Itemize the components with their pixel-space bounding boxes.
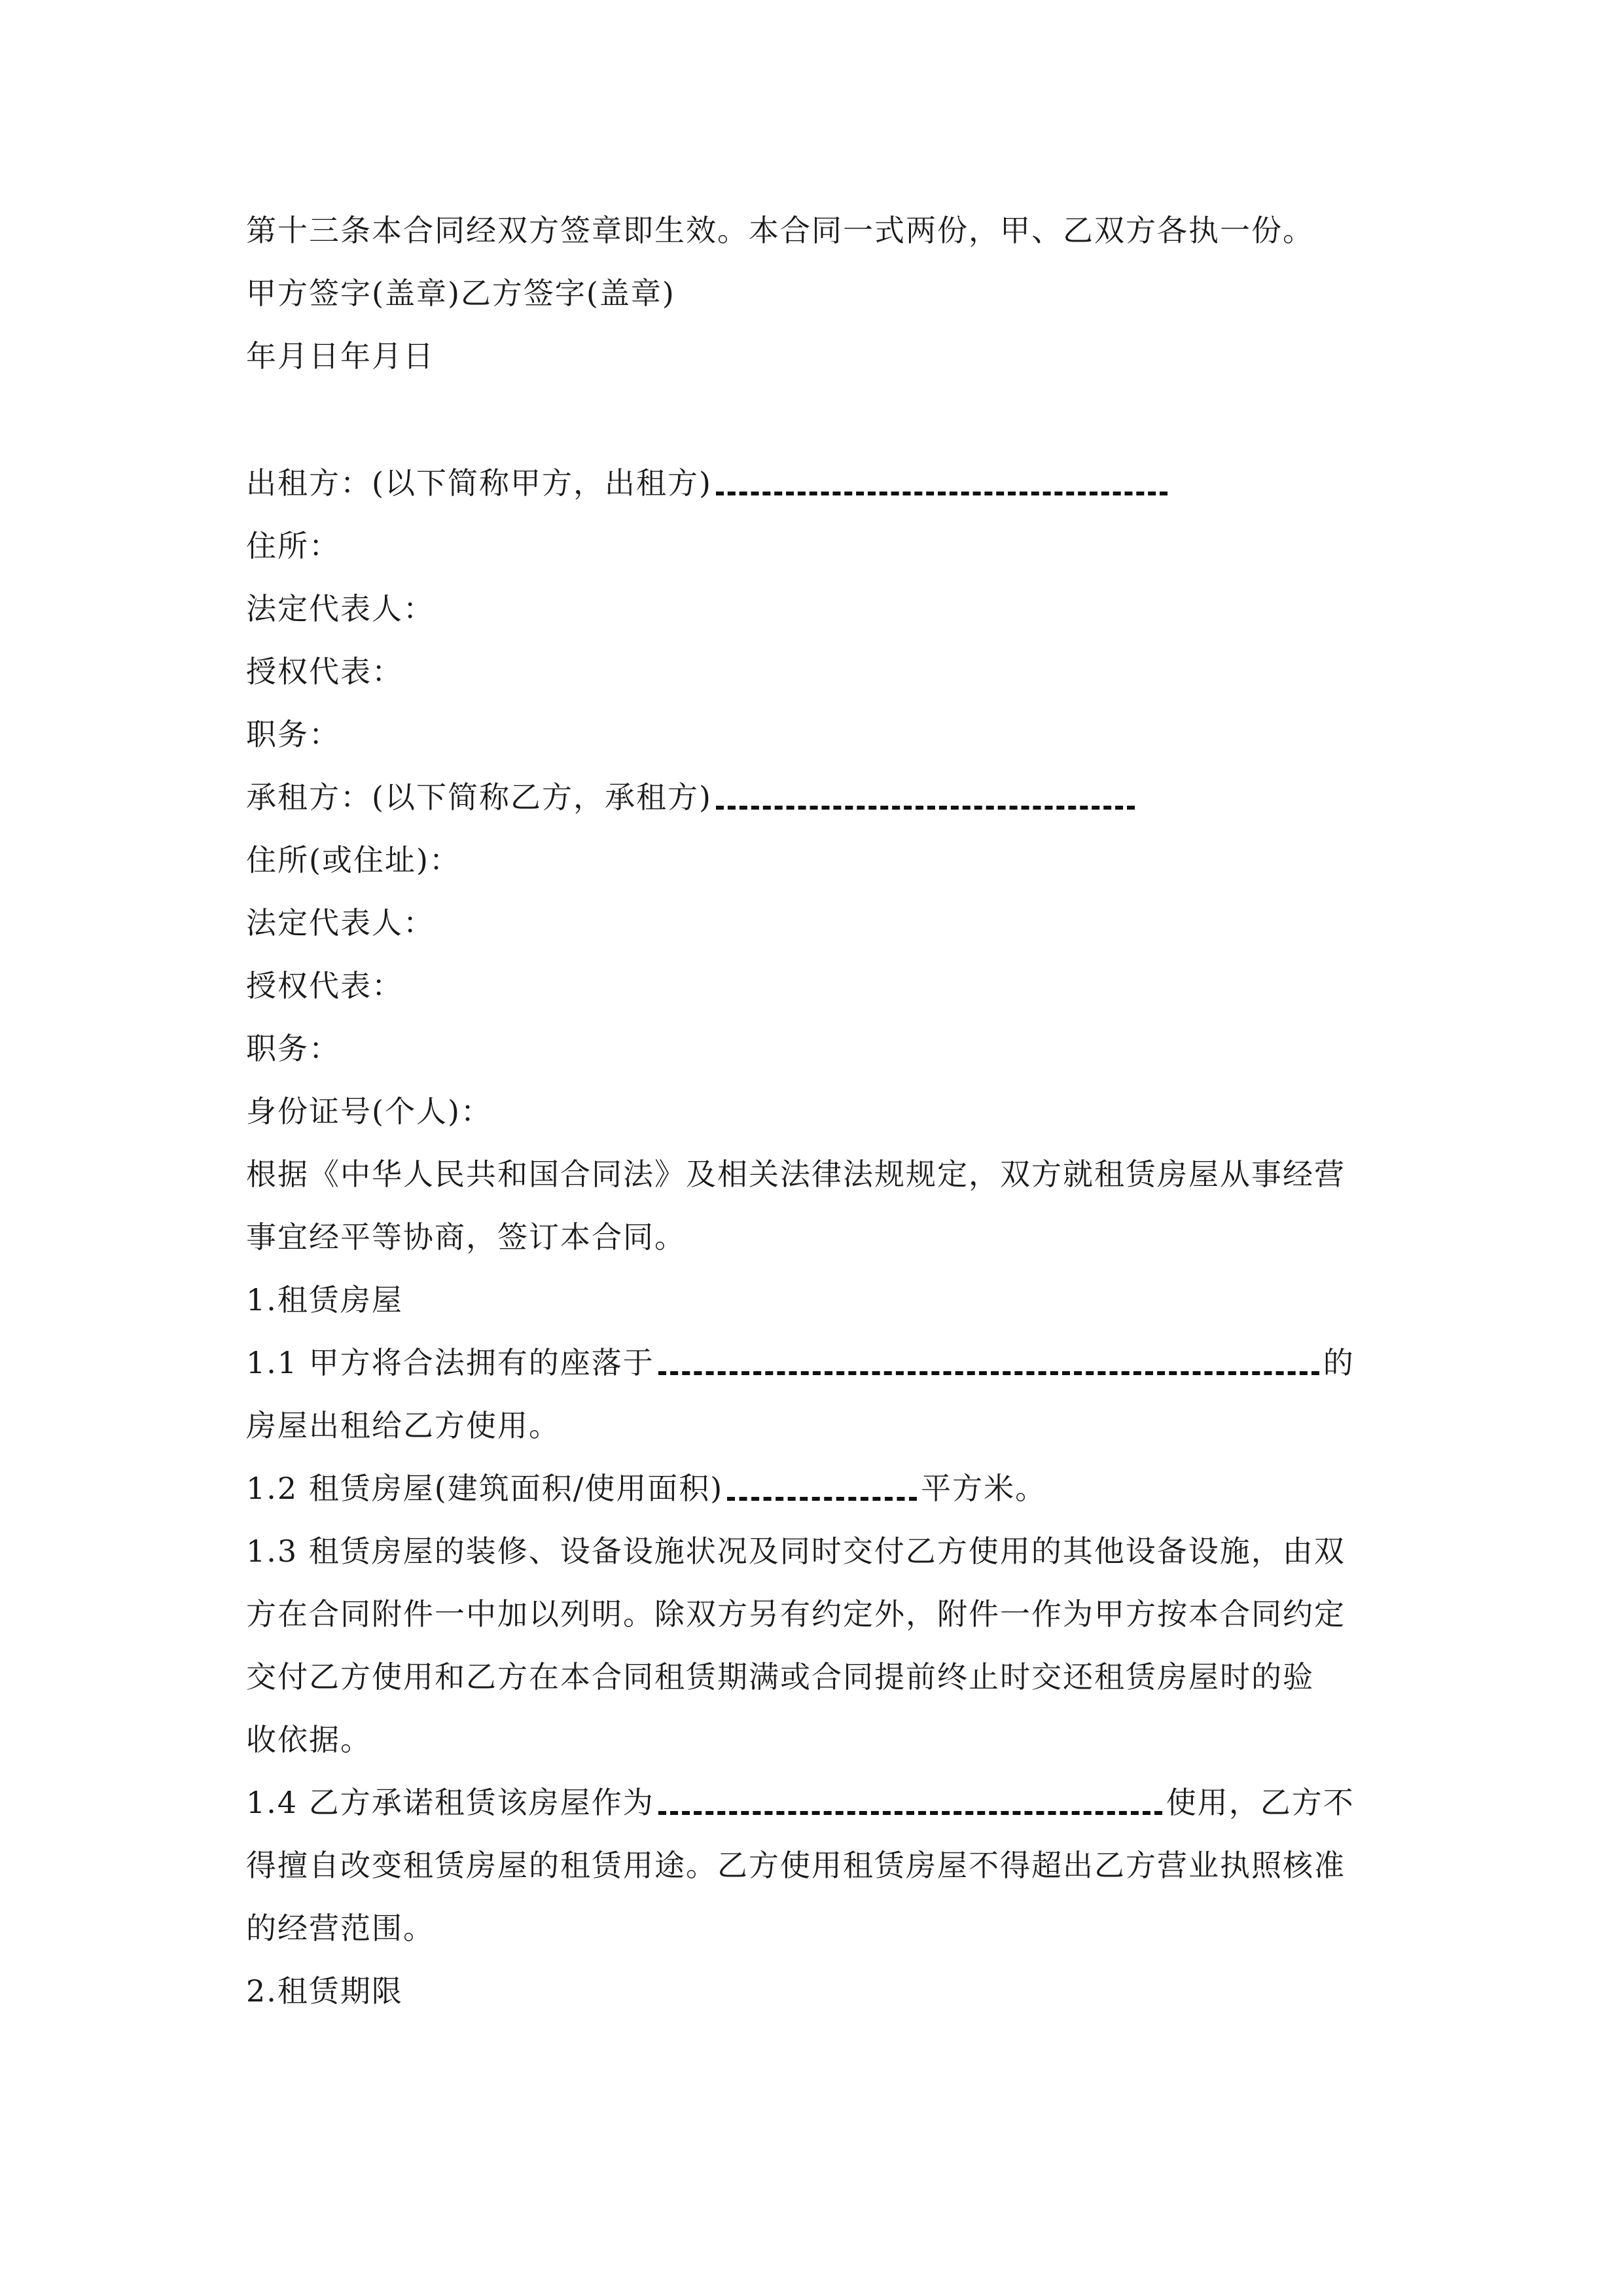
clause-1-3-line-2 [246,1594,1346,1634]
clause-1-3-line-1 [246,1532,1346,1571]
line-text: 职务： [246,717,340,752]
lessee-legal-rep [246,903,435,942]
line-text: 第十三条本合同经双方签章即生效。本合同一式两份，甲、乙双方各执一份。 [246,213,1314,248]
line-text: 授权代表： [246,968,403,1003]
preamble-line-2 [246,1217,686,1257]
lessor-title [246,715,340,754]
lessee-title [246,1029,340,1068]
line-text: 甲方签字(盖章)乙方签字(盖章) [246,276,675,311]
clause-1-4-line-1 [246,1783,1355,1822]
clause-1-3-line-4 [246,1720,372,1759]
clause-1-4-line-3 [246,1909,435,1948]
usage-purpose-blank [658,1811,1162,1815]
line-text: 根据《中华人民共和国合同法》及相关法律法规规定，双方就租赁房屋从事经营 [246,1157,1346,1192]
line-text: 授权代表： [246,654,403,689]
lessee-id-number [246,1092,492,1131]
line-text: 2.租赁期限 [246,1973,403,2009]
lessee-authorized-rep [246,966,403,1005]
line-text: 身份证号(个人)： [246,1094,492,1129]
lessor-authorized-rep [246,652,403,691]
line-text: 1.4 乙方承诺租赁该房屋作为 [246,1785,654,1820]
area-blank [727,1497,917,1501]
clause-1-2 [246,1469,1046,1508]
property-location-blank [658,1371,1319,1375]
line-text: 1.3 租赁房屋的装修、设备设施状况及同时交付乙方使用的其他设备设施，由双 [246,1534,1346,1569]
line-text: 住所(或住址)： [246,842,461,878]
lessor-line [246,463,1171,503]
section-1-heading [246,1280,403,1319]
line-text: 的 [1323,1345,1355,1380]
line-text: 职务： [246,1031,340,1066]
line-text: 得擅自改变租赁房屋的租赁用途。乙方使用租赁房屋不得超出乙方营业执照核准 [246,1848,1346,1883]
line-text: 承租方：(以下简称乙方，承租方) [246,780,712,815]
lessor-legal-rep [246,589,435,628]
lessee-address [246,840,461,880]
line-text: 的经营范围。 [246,1910,435,1946]
clause-1-3-line-3 [246,1657,1314,1696]
line-text: 使用，乙方不 [1166,1785,1355,1820]
clause-1-4-line-2 [246,1846,1346,1885]
line-text: 事宜经平等协商，签订本合同。 [246,1219,686,1255]
lessee-line [246,778,1139,817]
line-text: 出租方：(以下简称甲方，出租方) [246,465,712,501]
line-text: 方在合同附件一中加以列明。除双方另有约定外，附件一作为甲方按本合同约定 [246,1596,1346,1632]
line-text: 住所： [246,528,340,564]
lessee-name-blank [716,806,1135,810]
line-text: 1.1 甲方将合法拥有的座落于 [246,1345,654,1380]
line-text: 交付乙方使用和乙方在本合同租赁期满或合同提前终止时交还租赁房屋时的验 [246,1659,1314,1695]
preamble-line-1 [246,1155,1346,1194]
date-line [246,336,435,376]
lessor-name-blank [716,492,1168,495]
lessor-address [246,526,340,565]
line-text: 年月日年月日 [246,338,435,374]
section-2-heading [246,1971,403,2011]
line-text: 1.租赁房屋 [246,1282,403,1318]
line-text: 1.2 租赁房屋(建筑面积/使用面积) [246,1471,724,1506]
clause-13-effectiveness [246,211,1314,250]
line-text: 平方米。 [921,1471,1047,1506]
clause-1-1-continued [246,1406,560,1445]
line-text: 房屋出租给乙方使用。 [246,1408,560,1443]
signature-line [246,274,675,313]
line-text: 法定代表人： [246,591,435,626]
clause-1-1 [246,1343,1355,1382]
line-text: 法定代表人： [246,905,435,941]
line-text: 收依据。 [246,1722,372,1757]
